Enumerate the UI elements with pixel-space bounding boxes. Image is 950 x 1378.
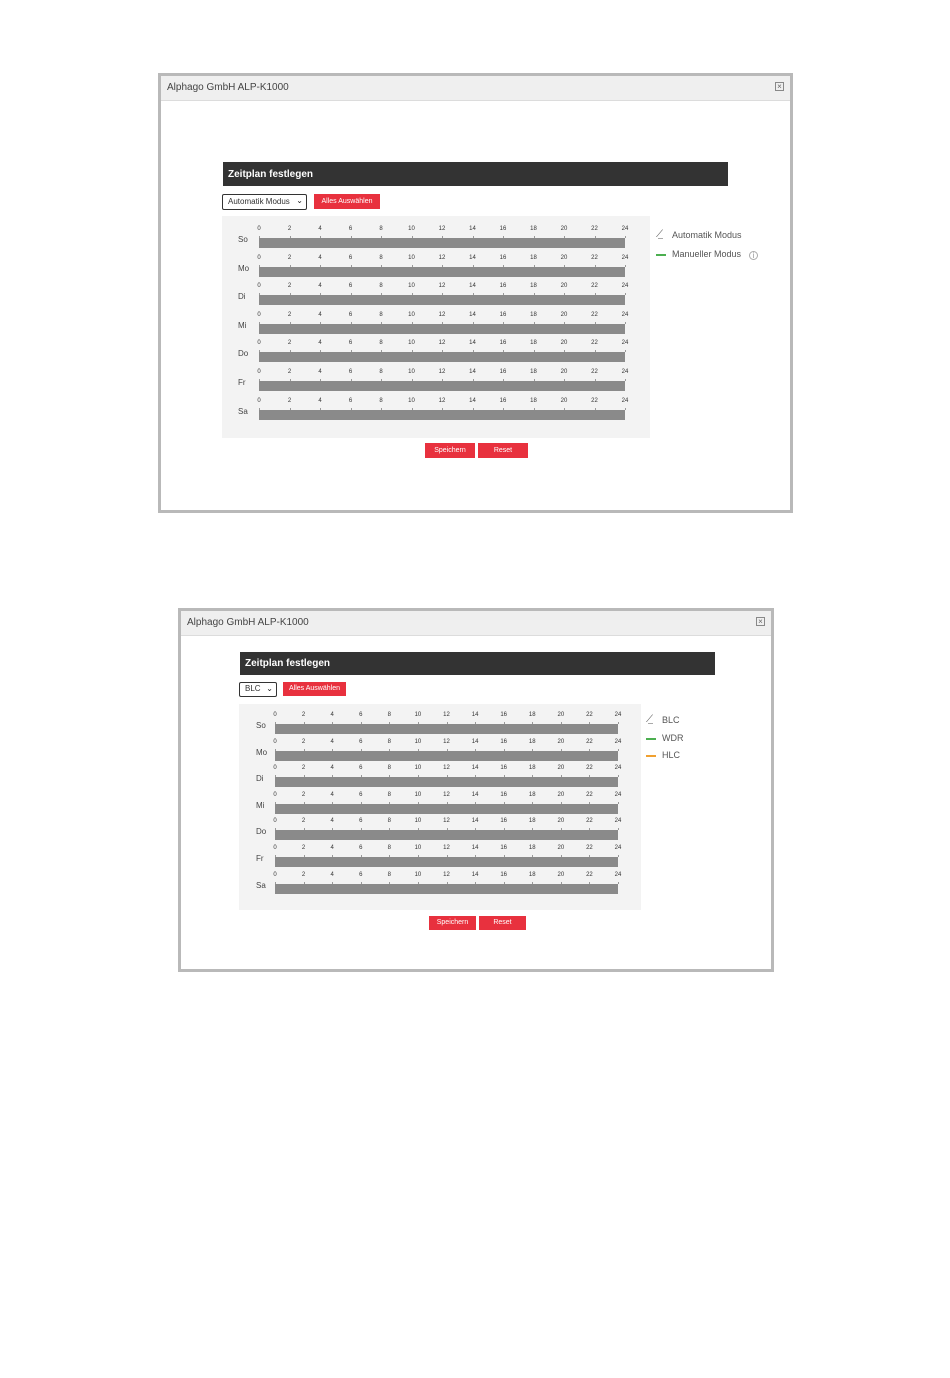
hour-tick-label: 10 [414,818,422,825]
day-label: So [256,721,266,730]
hour-tick-label: 20 [560,283,568,290]
hour-tick-label: 2 [301,738,306,745]
dialog-title: Alphago GmbH ALP-K1000 [187,617,309,628]
hour-tick-label: 14 [471,845,479,851]
hour-tick-label: 18 [530,226,537,232]
hour-tick-label: 2 [301,712,306,718]
hour-tick-label: 4 [330,791,334,798]
hour-tick-label: 16 [499,369,507,375]
schedule-bar[interactable] [259,267,625,277]
hour-tick-label: 16 [499,311,507,318]
hour-tick-mark [625,350,626,352]
schedule-bar[interactable] [259,295,625,305]
hour-tick-label: 24 [614,791,622,798]
hour-tick-label: 20 [560,397,568,404]
day-label: Mo [256,747,268,757]
hour-tick-label: 8 [379,283,383,290]
hour-ticks [257,369,629,381]
hour-tick-label: 8 [387,765,391,772]
hour-tick-label: 22 [591,311,598,318]
hour-ticks [273,712,622,724]
hour-tick-label: 22 [591,283,598,290]
hour-tick-label: 20 [560,369,568,375]
hour-tick-label: 18 [530,397,537,404]
hour-tick-label: 12 [438,340,446,347]
hour-tick-label: 0 [273,712,277,718]
schedule-bar[interactable] [275,777,618,787]
hour-tick-label: 10 [408,397,415,404]
hour-tick-label: 2 [301,791,306,798]
hour-tick-label: 6 [359,765,363,772]
hour-tick-label: 24 [614,845,622,851]
hour-tick-label: 6 [359,738,363,745]
schedule-row [222,283,650,312]
hour-tick-mark [618,828,619,830]
schedule-bar[interactable] [259,381,625,391]
hour-tick-label: 12 [438,311,446,318]
hour-tick-label: 16 [499,254,507,261]
hour-tick-label: 2 [287,311,292,318]
hour-tick-mark [625,379,626,381]
eraser-icon: ⟋̲ [656,229,663,240]
save-button[interactable]: Speichern [429,916,476,930]
hour-tick-label: 18 [530,283,537,290]
hour-tick-label: 14 [471,791,479,798]
select-all-button[interactable]: Alles Auswählen [314,194,380,209]
eraser-icon: ⟋̲ [646,714,653,725]
schedule-bar[interactable] [259,324,625,334]
hour-tick-label: 6 [348,369,353,375]
hour-tick-label: 6 [348,311,353,318]
hour-tick-label: 22 [586,765,593,772]
schedule-bar[interactable] [275,884,618,894]
hour-tick-label: 12 [443,712,450,718]
hour-tick-mark [625,236,626,238]
day-label: Di [256,774,264,784]
hour-tick-label: 14 [471,712,479,718]
schedule-dialog-2 [178,608,774,972]
hour-tick-label: 18 [528,818,536,825]
hour-tick-label: 10 [408,283,415,290]
hour-tick-label: 12 [438,283,446,290]
hour-tick-label: 8 [379,340,383,347]
hour-tick-label: 6 [359,845,363,851]
hour-tick-label: 10 [408,311,415,318]
hour-tick-label: 10 [414,738,422,745]
hour-tick-label: 4 [318,226,322,232]
hour-tick-label: 18 [530,254,537,261]
hour-ticks [257,340,629,352]
hour-tick-label: 16 [500,845,507,851]
hour-tick-mark [618,749,619,751]
schedule-row [222,255,650,284]
hour-tick-label: 12 [438,397,446,404]
day-label: Mo [238,263,250,273]
schedule-row [239,872,641,899]
day-label: Mi [238,320,247,330]
hour-tick-label: 0 [257,254,261,261]
legend-label: WDR [662,733,684,743]
hour-tick-label: 2 [287,369,292,375]
legend-label: Automatik Modus [672,230,742,240]
hour-tick-mark [618,722,619,724]
day-label: Do [256,827,267,837]
mode-select[interactable] [239,682,277,697]
hour-tick-label: 20 [560,226,568,232]
hour-tick-label: 12 [438,226,446,232]
hour-tick-label: 16 [500,712,507,718]
hour-tick-label: 22 [586,871,593,878]
day-label: Do [238,349,249,359]
legend-label: Manueller Modus [672,249,742,259]
hour-tick-label: 24 [621,397,629,404]
hour-tick-label: 6 [359,791,363,798]
hour-tick-label: 18 [530,311,537,318]
schedule-bar[interactable] [275,804,618,814]
schedule-row [239,792,641,819]
green-swatch [646,738,656,740]
hour-tick-mark [625,265,626,267]
schedule-row [222,369,650,398]
hour-tick-label: 18 [528,871,536,878]
schedule-panel [222,216,650,438]
schedule-row [239,739,641,766]
hour-tick-label: 14 [469,369,476,375]
hour-tick-label: 8 [387,845,391,851]
hour-tick-label: 6 [348,340,353,347]
hour-tick-label: 24 [621,226,629,232]
hour-tick-label: 20 [560,340,568,347]
section-header [223,162,728,186]
hour-tick-label: 20 [560,311,568,318]
hour-tick-label: 12 [443,765,450,772]
mode-select-value: BLC [245,684,261,693]
schedule-row [222,312,650,341]
reset-button[interactable]: Reset [479,916,526,930]
schedule-row [222,340,650,369]
hour-tick-label: 2 [287,397,292,404]
day-label: So [238,235,248,244]
hour-tick-label: 4 [330,712,334,718]
hour-tick-label: 12 [438,254,446,261]
hour-tick-label: 0 [273,738,277,745]
legend-label: HLC [662,750,681,760]
hour-tick-label: 4 [318,340,322,347]
hour-tick-label: 8 [387,791,391,798]
schedule-bar[interactable] [275,857,618,867]
hour-ticks [273,791,622,804]
section-header [240,652,715,675]
schedule-bar[interactable] [275,830,618,840]
hour-tick-label: 18 [528,791,536,798]
hour-tick-mark [625,322,626,324]
hour-tick-mark [618,882,619,884]
hour-ticks [257,397,629,410]
hour-tick-label: 4 [330,871,334,878]
hour-tick-label: 24 [621,340,629,347]
hour-tick-label: 8 [387,871,391,878]
hour-ticks [273,738,622,751]
chevron-down-icon: ⌄ [296,196,303,205]
mode-select[interactable] [222,194,307,210]
chevron-down-icon: ⌄ [266,684,273,693]
hour-tick-label: 16 [499,283,507,290]
hour-tick-label: 0 [273,818,277,825]
hour-tick-label: 10 [414,765,422,772]
save-button[interactable]: Speichern [425,443,475,458]
hour-tick-label: 24 [621,369,629,375]
hour-tick-label: 8 [379,254,383,261]
hour-tick-label: 16 [500,765,507,772]
hour-tick-label: 2 [301,765,306,772]
hour-tick-label: 6 [348,397,353,404]
select-all-button[interactable]: Alles Auswählen [283,682,346,696]
hour-tick-label: 20 [560,254,568,261]
hour-tick-label: 12 [443,845,450,851]
hour-tick-label: 0 [273,791,277,798]
hour-tick-label: 14 [471,871,479,878]
hour-tick-label: 14 [469,340,476,347]
hour-tick-label: 2 [301,818,306,825]
hour-tick-mark [618,855,619,857]
hour-tick-label: 22 [586,818,593,825]
hour-tick-label: 14 [469,254,476,261]
legend-label: BLC [662,715,680,725]
legend [656,230,776,270]
schedule-row [239,818,641,845]
hour-tick-label: 14 [471,738,479,745]
hour-tick-label: 24 [614,765,622,772]
hour-tick-label: 20 [557,712,565,718]
hour-tick-label: 12 [443,738,450,745]
hour-tick-label: 20 [557,818,565,825]
hour-tick-label: 16 [500,818,507,825]
green-swatch [656,254,666,256]
hour-ticks [257,254,629,267]
hour-tick-label: 24 [621,283,629,290]
hour-ticks [273,818,622,830]
close-icon[interactable]: × [775,82,784,91]
hour-tick-label: 20 [557,791,565,798]
hour-tick-label: 4 [318,369,322,375]
hour-ticks [273,871,622,884]
hour-tick-label: 12 [438,369,446,375]
schedule-dialog-1 [158,73,793,513]
hour-tick-label: 4 [330,845,334,851]
hour-tick-label: 20 [557,871,565,878]
hour-tick-label: 8 [379,369,383,375]
hour-tick-label: 20 [557,738,565,745]
hour-tick-label: 6 [348,226,353,232]
hour-tick-label: 8 [387,712,391,718]
hour-tick-label: 6 [359,818,363,825]
hour-tick-label: 8 [387,738,391,745]
hour-tick-label: 0 [257,283,261,290]
hour-tick-mark [618,775,619,777]
hour-tick-label: 22 [591,397,598,404]
section-header-label: Zeitplan festlegen [245,658,331,669]
schedule-bar[interactable] [275,751,618,761]
hour-tick-label: 14 [471,765,479,772]
close-icon[interactable]: × [756,617,765,626]
hour-tick-label: 0 [273,845,277,851]
hour-tick-label: 0 [257,369,261,375]
hour-tick-label: 4 [318,283,322,290]
hour-tick-label: 16 [500,738,507,745]
hour-tick-label: 24 [614,818,622,825]
hour-tick-label: 22 [591,369,598,375]
hour-tick-label: 12 [443,871,450,878]
schedule-panel [239,704,641,910]
hour-ticks [273,845,622,857]
day-label: Mi [256,800,265,810]
hour-tick-label: 22 [586,712,593,718]
hour-tick-label: 2 [287,340,292,347]
legend [646,715,736,771]
hour-tick-label: 0 [273,871,277,878]
hour-tick-label: 14 [471,818,479,825]
hour-tick-label: 6 [348,283,353,290]
info-icon[interactable]: i [749,251,758,260]
hour-tick-label: 10 [414,712,422,718]
hour-tick-label: 4 [318,311,322,318]
mode-select-value: Automatik Modus [228,197,290,206]
schedule-row [222,398,650,427]
hour-tick-label: 8 [379,311,383,318]
hour-tick-mark [618,802,619,804]
reset-button[interactable]: Reset [478,443,528,458]
hour-tick-label: 6 [359,871,363,878]
schedule-row [222,226,650,255]
hour-tick-label: 20 [557,765,565,772]
hour-tick-label: 24 [614,738,622,745]
hour-tick-label: 0 [257,397,261,404]
hour-tick-label: 10 [408,340,415,347]
hour-tick-label: 4 [318,254,322,261]
hour-tick-label: 8 [379,226,383,232]
hour-tick-label: 6 [348,254,353,261]
hour-tick-label: 22 [586,845,593,851]
section-header-label: Zeitplan festlegen [228,169,314,180]
hour-tick-label: 18 [528,845,536,851]
hour-tick-label: 2 [301,871,306,878]
hour-tick-label: 8 [387,818,391,825]
hour-tick-label: 14 [469,397,476,404]
hour-tick-label: 22 [591,226,598,232]
hour-tick-label: 0 [273,765,277,772]
hour-tick-label: 2 [287,283,292,290]
hour-tick-label: 16 [499,397,507,404]
hour-tick-label: 18 [530,340,537,347]
schedule-row [239,712,641,739]
hour-tick-label: 18 [528,712,536,718]
dialog-titlebar [161,76,790,101]
day-label: Sa [238,406,248,416]
schedule-row [239,845,641,872]
hour-tick-label: 2 [287,254,292,261]
hour-tick-label: 22 [591,254,598,261]
hour-tick-label: 18 [530,369,537,375]
hour-tick-label: 16 [499,340,507,347]
hour-tick-label: 14 [469,226,476,232]
hour-tick-label: 16 [500,791,507,798]
hour-tick-label: 20 [557,845,565,851]
schedule-bar[interactable] [259,352,625,362]
schedule-bar[interactable] [259,238,625,248]
hour-tick-label: 0 [257,226,261,232]
hour-tick-label: 24 [614,712,622,718]
hour-ticks [273,765,622,777]
hour-ticks [257,311,629,324]
hour-tick-label: 12 [443,791,450,798]
hour-tick-label: 4 [330,738,334,745]
day-label: Fr [256,854,264,863]
hour-tick-label: 2 [301,845,306,851]
hour-tick-label: 16 [499,226,507,232]
hour-tick-label: 0 [257,340,261,347]
hour-ticks [257,283,629,295]
day-label: Di [238,292,246,302]
hour-tick-label: 4 [330,818,334,825]
hour-tick-label: 4 [318,397,322,404]
hour-tick-label: 8 [379,397,383,404]
hour-tick-label: 10 [408,369,415,375]
orange-swatch [646,755,656,757]
hour-tick-label: 24 [614,871,622,878]
hour-tick-label: 24 [621,254,629,261]
hour-tick-label: 22 [586,738,593,745]
hour-tick-label: 2 [287,226,292,232]
hour-tick-label: 22 [586,791,593,798]
hour-tick-label: 0 [257,311,261,318]
day-label: Fr [238,378,246,387]
schedule-row [239,765,641,792]
hour-tick-label: 10 [414,871,422,878]
hour-tick-label: 18 [528,765,536,772]
hour-tick-label: 10 [414,845,422,851]
dialog-title: Alphago GmbH ALP-K1000 [167,82,289,93]
day-label: Sa [256,880,266,890]
hour-tick-label: 10 [408,226,415,232]
hour-tick-label: 16 [500,871,507,878]
hour-tick-mark [625,408,626,410]
hour-ticks [257,226,629,238]
hour-tick-label: 24 [621,311,629,318]
hour-tick-label: 4 [330,765,334,772]
schedule-bar[interactable] [259,410,625,420]
hour-tick-mark [625,293,626,295]
hour-tick-label: 22 [591,340,598,347]
hour-tick-label: 14 [469,283,476,290]
hour-tick-label: 14 [469,311,476,318]
hour-tick-label: 6 [359,712,363,718]
schedule-bar[interactable] [275,724,618,734]
dialog-titlebar [181,611,771,636]
hour-tick-label: 12 [443,818,450,825]
hour-tick-label: 10 [414,791,422,798]
hour-tick-label: 10 [408,254,415,261]
hour-tick-label: 18 [528,738,536,745]
